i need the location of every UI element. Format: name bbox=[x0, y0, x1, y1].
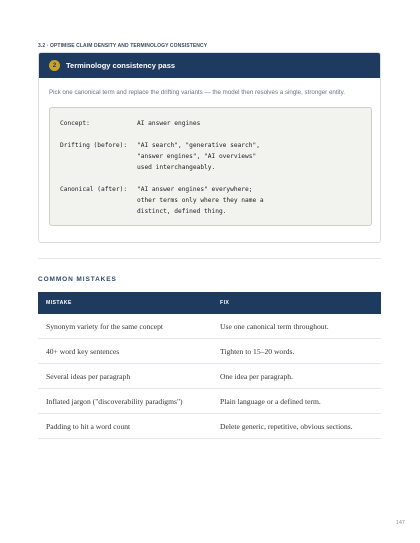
section-label: 3.2 · OPTIMISE CLAIM DENSITY AND TERMINOLOGY CONSISTENCY bbox=[38, 43, 208, 49]
mistakes-heading: COMMON MISTAKES bbox=[38, 276, 117, 283]
card-title: Terminology consistency pass bbox=[66, 61, 176, 70]
after-key: Canonical (after): bbox=[60, 186, 128, 193]
card-header bbox=[39, 53, 380, 78]
column-header-fix: FIX bbox=[220, 300, 230, 306]
after-line: distinct, defined thing. bbox=[137, 208, 227, 215]
concept-key: Concept: bbox=[60, 120, 90, 127]
mistakes-table bbox=[38, 292, 381, 439]
mistake-cell: Inflated jargon ("discoverability paradigms") bbox=[46, 396, 183, 406]
step-badge: 2 bbox=[49, 60, 60, 71]
fix-cell: Tighten to 15–20 words. bbox=[220, 346, 295, 356]
table-row bbox=[38, 314, 381, 339]
before-line: "AI search", "generative search", bbox=[137, 142, 260, 149]
after-line: other terms only where they name a bbox=[137, 197, 264, 204]
before-key: Drifting (before): bbox=[60, 142, 128, 149]
after-line: "AI answer engines" everywhere; bbox=[137, 186, 253, 193]
mistake-cell: 40+ word key sentences bbox=[46, 346, 120, 356]
before-line: "answer engines", "AI overviews" bbox=[137, 153, 257, 160]
column-header-mistake: MISTAKE bbox=[46, 300, 72, 306]
section-divider bbox=[38, 258, 381, 259]
table-row bbox=[38, 414, 381, 439]
before-line: used interchangeably. bbox=[137, 164, 216, 171]
fix-cell: Use one canonical term throughout. bbox=[220, 321, 329, 331]
card-description: Pick one canonical term and replace the drifting variants — the model then resolves a single, stronger entity. bbox=[49, 89, 346, 96]
mistake-cell: Padding to hit a word count bbox=[46, 421, 131, 431]
table-header bbox=[38, 292, 381, 314]
fix-cell: Plain language or a defined term. bbox=[220, 396, 321, 406]
concept-value: AI answer engines bbox=[137, 120, 201, 127]
table-row bbox=[38, 364, 381, 389]
table-row bbox=[38, 389, 381, 414]
page-number: 147 bbox=[395, 520, 405, 526]
mistake-cell: Synonym variety for the same concept bbox=[46, 321, 164, 331]
fix-cell: Delete generic, repetitive, obvious sections. bbox=[220, 421, 353, 431]
fix-cell: One idea per paragraph. bbox=[220, 371, 293, 381]
code-example bbox=[49, 107, 372, 226]
mistake-cell: Several ideas per paragraph bbox=[46, 371, 131, 381]
table-row bbox=[38, 339, 381, 364]
terminology-card bbox=[38, 52, 381, 243]
